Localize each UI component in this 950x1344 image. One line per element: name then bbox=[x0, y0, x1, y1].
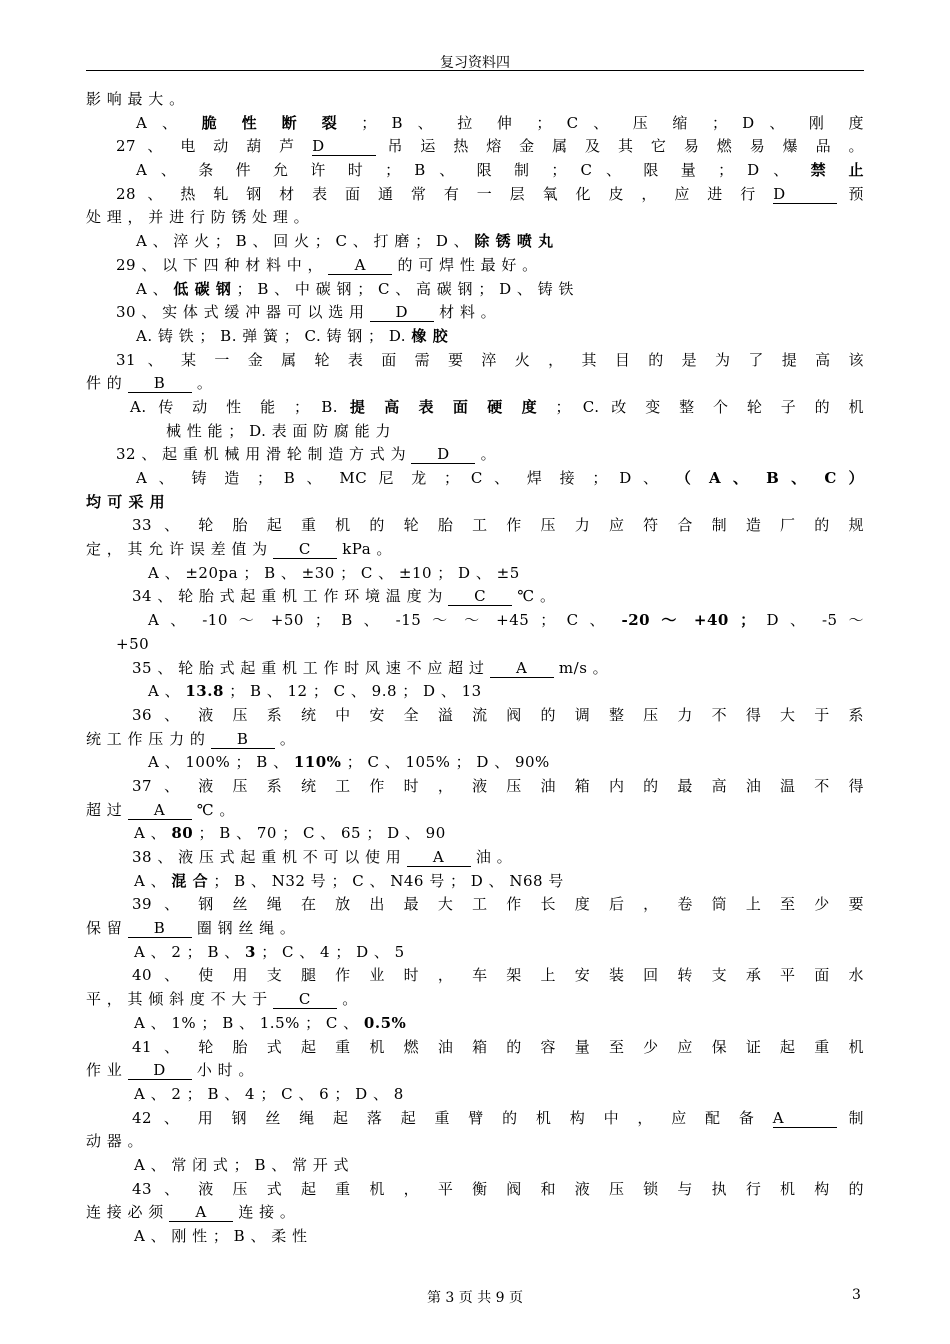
correct-answer-text: 混 合 bbox=[171, 871, 209, 890]
text-segment: A. 铸 铁 ； B. 弹 簧 ； C. 铸 钢 ； D. bbox=[136, 326, 412, 345]
text-segment: A 、 100% ； B 、 bbox=[148, 753, 294, 772]
question-line bbox=[86, 1178, 864, 1202]
text-segment: 43 、 液 压 式 起 重 机 ， 平 衡 阀 和 液 压 锁 与 执 行 机 构 的 bbox=[132, 1179, 864, 1198]
question-line bbox=[86, 135, 864, 159]
answer-blank: A bbox=[490, 659, 554, 678]
text-segment: 作 业 bbox=[86, 1061, 128, 1080]
text-segment: 39 、 钢 丝 绳 在 放 出 最 大 工 作 长 度 后 ， 卷 筒 上 至 少 要 bbox=[132, 895, 864, 914]
text-segment: 连 接 。 bbox=[233, 1203, 296, 1222]
question-line bbox=[86, 964, 864, 988]
question-line bbox=[86, 514, 864, 538]
text-segment: A 、 bbox=[136, 113, 202, 132]
text-segment: 。 bbox=[274, 729, 296, 748]
text-segment: A 、 bbox=[134, 871, 172, 890]
text-segment: A 、 淬 火 ； B 、 回 火 ； C 、 打 磨 ； D 、 bbox=[136, 232, 475, 251]
answer-blank: D bbox=[370, 303, 434, 322]
text-segment: ； B 、 70 ； C 、 65 ； D 、 90 bbox=[193, 824, 446, 843]
text-segment: 械 性 能 ； D. 表 面 防 腐 能 力 bbox=[166, 421, 391, 440]
text-line bbox=[86, 1130, 864, 1154]
question-line bbox=[86, 254, 864, 278]
question-line bbox=[86, 1036, 864, 1060]
text-segment: ； B 、 拉 伸 ； C 、 压 缩 ； D 、 刚 度 bbox=[346, 113, 864, 132]
option-line bbox=[86, 325, 864, 349]
text-line bbox=[86, 372, 864, 396]
text-line bbox=[86, 538, 864, 562]
text-segment: 制 bbox=[836, 1108, 864, 1127]
text-segment: 41 、 轮 胎 式 起 重 机 燃 油 箱 的 容 量 至 少 应 保 证 起 重 机 bbox=[132, 1037, 864, 1056]
text-segment: 34 、 轮 胎 式 起 重 机 工 作 环 境 温 度 为 bbox=[132, 587, 449, 606]
question-line bbox=[86, 657, 864, 681]
option-line bbox=[86, 562, 864, 586]
text-segment: A 、 条 件 允 许 时 ； B 、 限 制 ； C 、 限 量 ； D 、 bbox=[136, 161, 811, 180]
text-segment: 38 、 液 压 式 起 重 机 不 可 以 使 用 bbox=[132, 848, 407, 866]
text-segment: 小 时 。 bbox=[191, 1061, 254, 1080]
text-segment: 32 、 起 重 机 械 用 滑 轮 制 造 方 式 为 bbox=[116, 445, 412, 464]
page-footer-info: 第 3 页 共 9 页 bbox=[426, 1290, 524, 1306]
question-line bbox=[86, 704, 864, 728]
answer-blank: C bbox=[448, 587, 512, 606]
text-segment: ； C. 改 变 整 个 轮 子 的 机 bbox=[543, 397, 864, 416]
option-line bbox=[86, 278, 864, 302]
correct-answer-text: 除 锈 喷 丸 bbox=[474, 232, 554, 251]
question-line bbox=[86, 349, 864, 373]
header-divider bbox=[86, 70, 864, 71]
option-line bbox=[86, 870, 864, 894]
text-segment: D 、 -5 ～ bbox=[755, 611, 864, 630]
text-segment: 31 、 某 一 金 属 轮 表 面 需 要 淬 火 ， 其 目 的 是 为 了 提 高 该 bbox=[116, 350, 864, 369]
text-segment: A 、 -10 ～ +50 ； B 、 -15 ～ ～ +45 ； C 、 bbox=[148, 611, 622, 630]
text-segment: A 、 bbox=[134, 824, 172, 843]
text-line bbox=[86, 491, 864, 515]
option-line bbox=[86, 1154, 864, 1178]
text-segment: 42 、 用 钢 丝 绳 起 落 起 重 臂 的 机 构 中 ， 应 配 备 bbox=[132, 1108, 773, 1127]
text-segment: A. 传 动 性 能 ； B. bbox=[130, 397, 350, 416]
option-line bbox=[86, 1225, 864, 1249]
text-line bbox=[86, 917, 864, 941]
text-segment: A 、 1% ； B 、 1.5% ； C 、 bbox=[134, 1013, 364, 1032]
answer-blank: B bbox=[128, 919, 192, 938]
text-segment: 28 、 热 轧 钢 材 表 面 通 常 有 一 层 氧 化 皮 ， 应 进 行 bbox=[116, 184, 774, 203]
text-segment: kPa 。 bbox=[336, 540, 392, 559]
text-segment: 36 、 液 压 系 统 中 安 全 溢 流 阀 的 调 整 压 力 不 得 大 于 系 bbox=[132, 705, 864, 724]
page-header-title: 复习资料四 bbox=[440, 55, 510, 71]
question-line bbox=[86, 443, 864, 467]
text-segment: A 、 bbox=[148, 682, 186, 701]
correct-answer-text: 均 可 采 用 bbox=[86, 492, 166, 511]
correct-answer-text: 0.5% bbox=[363, 1013, 407, 1032]
correct-answer-text: 禁 止 bbox=[810, 161, 864, 180]
text-segment: 35 、 轮 胎 式 起 重 机 工 作 时 风 速 不 应 超 过 bbox=[132, 658, 490, 677]
correct-answer-text: 3 bbox=[245, 942, 256, 961]
answer-blank: A bbox=[773, 1109, 837, 1128]
text-segment: 。 bbox=[475, 445, 497, 464]
answer-blank: D bbox=[411, 445, 475, 464]
text-segment: 30 、 实 体 式 缓 冲 器 可 以 选 用 bbox=[116, 303, 370, 322]
text-segment: 件 的 bbox=[86, 374, 128, 393]
text-segment: 圈 钢 丝 绳 。 bbox=[191, 919, 296, 938]
answer-blank: D bbox=[773, 185, 837, 204]
text-segment: A 、 常 闭 式 ； B 、 常 开 式 bbox=[134, 1155, 350, 1174]
text-segment: m/s 。 bbox=[553, 658, 609, 677]
text-segment: A 、 刚 性 ； B 、 柔 性 bbox=[134, 1227, 308, 1245]
correct-answer-text: （ A 、 B 、 C ） bbox=[675, 469, 864, 487]
page-number: 3 bbox=[852, 1287, 861, 1303]
text-segment: 定 ， 其 允 许 误 差 值 为 bbox=[86, 540, 273, 559]
question-line bbox=[86, 1107, 864, 1131]
question-line bbox=[86, 775, 864, 799]
text-segment: 连 接 必 须 bbox=[86, 1203, 170, 1222]
correct-answer-text: 橡 胶 bbox=[411, 326, 449, 345]
text-segment: 。 bbox=[336, 990, 358, 1009]
text-segment: A 、 2 ； B 、 bbox=[134, 942, 246, 961]
option-line bbox=[86, 751, 864, 775]
option-line bbox=[86, 822, 864, 846]
text-segment: 33 、 轮 胎 起 重 机 的 轮 胎 工 作 压 力 应 符 合 制 造 厂 的 规 bbox=[132, 516, 864, 535]
text-segment: 油 。 bbox=[470, 848, 513, 866]
option-line bbox=[86, 680, 864, 704]
answer-blank: D bbox=[312, 137, 376, 156]
text-segment: 影 响 最 大 。 bbox=[86, 90, 185, 108]
correct-answer-text: 13.8 bbox=[185, 682, 224, 701]
option-line bbox=[86, 159, 864, 183]
question-line bbox=[86, 301, 864, 325]
text-segment: A 、 bbox=[136, 279, 174, 298]
text-segment: 预 bbox=[837, 184, 864, 203]
text-segment: 平 ， 其 倾 斜 度 不 大 于 bbox=[86, 990, 273, 1009]
text-line bbox=[86, 88, 864, 112]
answer-blank: B bbox=[211, 730, 275, 749]
option-line bbox=[86, 1083, 864, 1107]
option-line bbox=[86, 467, 864, 491]
option-line bbox=[86, 420, 864, 444]
text-segment: +50 bbox=[116, 634, 150, 653]
option-line bbox=[86, 941, 864, 965]
text-line bbox=[86, 799, 864, 823]
text-segment: 吊 运 热 熔 金 属 及 其 它 易 燃 易 爆 品 。 bbox=[376, 137, 864, 156]
option-line bbox=[86, 230, 864, 254]
text-segment: ℃ 。 bbox=[512, 587, 556, 606]
text-line bbox=[86, 1059, 864, 1083]
text-segment: 超 过 bbox=[86, 800, 128, 819]
correct-answer-text: 80 bbox=[171, 824, 194, 843]
answer-blank: A bbox=[169, 1203, 233, 1222]
option-line bbox=[86, 112, 864, 136]
text-line bbox=[86, 988, 864, 1012]
text-segment: A 、 铸 造 ； B 、 MC 尼 龙 ； C 、 焊 接 ； D 、 bbox=[136, 469, 676, 487]
answer-blank: A bbox=[328, 256, 392, 275]
text-segment: 。 bbox=[191, 374, 213, 393]
question-line bbox=[86, 183, 864, 207]
option-line bbox=[86, 396, 864, 420]
correct-answer-text: 110% bbox=[293, 753, 342, 772]
question-line bbox=[86, 846, 864, 870]
text-segment: 统 工 作 压 力 的 bbox=[86, 729, 211, 748]
text-segment: 29 、 以 下 四 种 材 料 中 ， bbox=[116, 255, 329, 274]
question-body bbox=[86, 88, 864, 1249]
text-segment: ； B 、 N32 号 ； C 、 N46 号 ； D 、 N68 号 bbox=[208, 871, 564, 890]
correct-answer-text: -20 ～ +40 ； bbox=[621, 611, 756, 630]
answer-blank: B bbox=[128, 374, 192, 393]
text-segment: ； B 、 12 ； C 、 9.8 ； D 、 13 bbox=[223, 682, 482, 701]
text-segment: 27 、 电 动 葫 芦 bbox=[116, 137, 313, 156]
text-segment: A 、 ±20pa ； B 、 ±30 ； C 、 ±10 ； D 、 ±5 bbox=[148, 563, 520, 582]
text-segment: ； B 、 中 碳 钢 ； C 、 高 碳 钢 ； D 、 铸 铁 bbox=[231, 279, 574, 298]
text-segment: ； C 、 105% ； D 、 90% bbox=[341, 753, 550, 772]
text-line bbox=[86, 1201, 864, 1225]
correct-answer-text: 低 碳 钢 bbox=[173, 279, 232, 298]
correct-answer-text: 脆 性 断 裂 bbox=[201, 113, 347, 132]
text-line bbox=[86, 728, 864, 752]
text-segment: 动 器 。 bbox=[86, 1132, 144, 1151]
option-line bbox=[86, 609, 864, 633]
question-line bbox=[86, 893, 864, 917]
text-segment: 40 、 使 用 支 腿 作 业 时 ， 车 架 上 安 装 回 转 支 承 平 面 水 bbox=[132, 966, 864, 985]
question-line bbox=[86, 585, 864, 609]
correct-answer-text: 提 高 表 面 硬 度 bbox=[349, 397, 544, 416]
text-segment: 37 、 液 压 系 统 工 作 时 ， 液 压 油 箱 内 的 最 高 油 温 不 得 bbox=[132, 776, 864, 795]
answer-blank: C bbox=[273, 990, 337, 1009]
text-line bbox=[86, 633, 864, 657]
answer-blank: C bbox=[273, 540, 337, 559]
text-segment: 保 留 bbox=[86, 919, 128, 938]
answer-blank: D bbox=[128, 1061, 192, 1080]
text-segment: 材 料 。 bbox=[433, 303, 497, 322]
option-line bbox=[86, 1012, 864, 1036]
text-segment: 处 理 ， 并 进 行 防 锈 处 理 。 bbox=[86, 208, 310, 227]
text-segment: A 、 2 ； B 、 4 ； C 、 6 ； D 、 8 bbox=[134, 1084, 404, 1103]
answer-blank: A bbox=[407, 848, 471, 867]
text-segment: 的 可 焊 性 最 好 。 bbox=[392, 255, 538, 274]
text-segment: ℃ 。 bbox=[191, 800, 235, 819]
text-line bbox=[86, 206, 864, 230]
answer-blank: A bbox=[128, 801, 192, 820]
text-segment: ； C 、 4 ； D 、 5 bbox=[255, 942, 405, 961]
